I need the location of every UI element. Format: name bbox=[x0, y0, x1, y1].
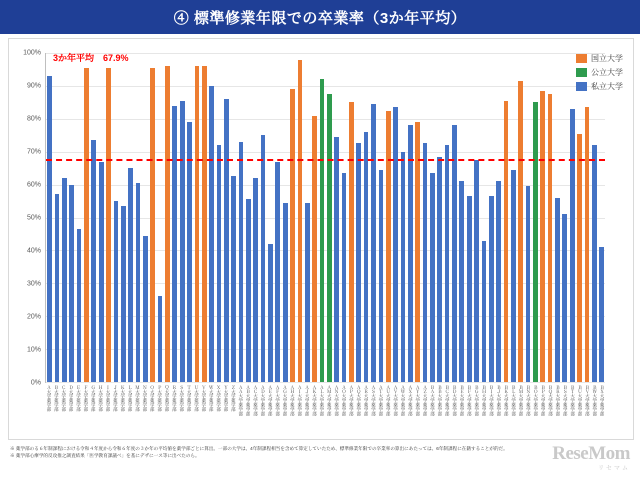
x-label: ＡＡ大学薬学部 bbox=[238, 385, 244, 416]
bar bbox=[408, 125, 413, 382]
bar bbox=[327, 94, 332, 382]
x-label: ＢＯ大学薬学部 bbox=[533, 385, 539, 416]
bar-cell bbox=[142, 53, 149, 382]
bar bbox=[275, 162, 280, 382]
x-label: ＡＷ大学薬学部 bbox=[401, 385, 406, 416]
x-label: ＡＱ大学薬学部 bbox=[356, 385, 362, 416]
bar-cell bbox=[68, 53, 75, 382]
y-tick-label: 100% bbox=[23, 49, 41, 57]
x-label: ＡＲ大学薬学部 bbox=[364, 385, 370, 416]
bar bbox=[312, 116, 317, 382]
bar-cell bbox=[443, 53, 450, 382]
bar bbox=[562, 214, 567, 382]
bar-cell bbox=[296, 53, 303, 382]
bar bbox=[459, 181, 464, 382]
bar-cell bbox=[230, 53, 237, 382]
bar bbox=[261, 135, 266, 382]
bar bbox=[128, 168, 133, 382]
bar-cell bbox=[546, 53, 553, 382]
bar-cell bbox=[61, 53, 68, 382]
y-tick-label: 70% bbox=[26, 148, 41, 156]
bar-cell bbox=[127, 53, 134, 382]
average-line bbox=[46, 159, 605, 161]
bar bbox=[47, 76, 52, 382]
x-label: ＢＬ大学薬学部 bbox=[511, 385, 517, 416]
watermark-sub: リセマム bbox=[598, 466, 630, 472]
bar-cell bbox=[399, 53, 406, 382]
bar-cell bbox=[421, 53, 428, 382]
bar-cell bbox=[348, 53, 355, 382]
bar bbox=[114, 201, 119, 382]
bar-cell bbox=[252, 53, 259, 382]
legend-item-national bbox=[576, 53, 623, 64]
bar-cell bbox=[53, 53, 60, 382]
bar-cell bbox=[583, 53, 590, 382]
x-label: ＢＥ大学薬学部 bbox=[460, 385, 465, 416]
y-tick-label: 10% bbox=[26, 346, 41, 354]
bar bbox=[202, 66, 207, 382]
bar-cell bbox=[370, 53, 377, 382]
legend-label-public: 公立大学 bbox=[591, 68, 623, 77]
x-label: Ｘ大学薬学部 bbox=[216, 385, 222, 412]
bar bbox=[518, 81, 523, 382]
bar bbox=[585, 107, 590, 382]
x-label: ＢＤ大学薬学部 bbox=[452, 385, 458, 416]
bar bbox=[401, 152, 406, 382]
x-label: ＡＮ大学薬学部 bbox=[334, 385, 340, 416]
bar bbox=[423, 143, 428, 382]
x-label: ＢＢ大学薬学部 bbox=[437, 385, 443, 416]
bar-cell bbox=[458, 53, 465, 382]
bar-cell bbox=[105, 53, 112, 382]
bar bbox=[511, 170, 516, 382]
bar bbox=[393, 107, 398, 382]
x-label: ＢＰ大学薬学部 bbox=[541, 385, 547, 416]
bar bbox=[84, 68, 89, 382]
bar-series bbox=[46, 53, 605, 382]
bar-cell bbox=[473, 53, 480, 382]
x-label: Ｅ大学薬学部 bbox=[76, 385, 82, 412]
x-label: ＢＡ大学薬学部 bbox=[430, 385, 436, 416]
watermark-main: ReseMom bbox=[552, 443, 630, 464]
x-label: Ｂ大学薬学部 bbox=[54, 385, 60, 412]
x-label: ＢＩ大学薬学部 bbox=[489, 385, 495, 416]
bar-cell bbox=[510, 53, 517, 382]
average-label: 3か年平均 67.9% bbox=[53, 53, 129, 63]
bar bbox=[504, 101, 509, 382]
bar-cell bbox=[46, 53, 53, 382]
bar-cell bbox=[385, 53, 392, 382]
bar bbox=[253, 178, 258, 382]
bar-cell bbox=[186, 53, 193, 382]
legend-swatch-national bbox=[576, 54, 587, 63]
bar bbox=[106, 68, 111, 382]
bar-cell bbox=[304, 53, 311, 382]
bar bbox=[496, 181, 501, 382]
bar bbox=[143, 236, 148, 382]
bar bbox=[489, 196, 494, 382]
x-label: ＡＶ大学薬学部 bbox=[393, 385, 399, 416]
x-label: ＢＮ大学薬学部 bbox=[526, 385, 532, 416]
bar bbox=[268, 244, 273, 382]
bar-cell bbox=[591, 53, 598, 382]
x-label: Ｉ大学薬学部 bbox=[106, 385, 111, 412]
bar bbox=[99, 162, 104, 382]
bar bbox=[172, 106, 177, 382]
bar bbox=[364, 132, 369, 382]
x-label: ＡＩ大学薬学部 bbox=[297, 385, 303, 416]
y-tick-label: 80% bbox=[26, 115, 41, 123]
bar bbox=[342, 173, 347, 382]
bar-cell bbox=[149, 53, 156, 382]
bar-cell bbox=[532, 53, 539, 382]
x-label: Ｖ大学薬学部 bbox=[201, 385, 207, 412]
bar-cell bbox=[245, 53, 252, 382]
bar-cell bbox=[267, 53, 274, 382]
legend-label-national: 国立大学 bbox=[591, 54, 623, 63]
y-tick-label: 30% bbox=[26, 280, 41, 288]
bar bbox=[349, 102, 354, 382]
x-label: Ｌ大学薬学部 bbox=[128, 385, 134, 412]
bar bbox=[592, 145, 597, 382]
x-label: Ｗ大学薬学部 bbox=[209, 385, 215, 412]
x-label: Ｐ大学薬学部 bbox=[157, 385, 163, 412]
bar bbox=[165, 66, 170, 382]
bar bbox=[246, 199, 251, 382]
legend-item-public bbox=[576, 67, 623, 78]
bar-cell bbox=[561, 53, 568, 382]
bar-cell bbox=[407, 53, 414, 382]
bar-cell bbox=[495, 53, 502, 382]
x-label: ＢＴ大学薬学部 bbox=[570, 385, 576, 416]
bar-cell bbox=[134, 53, 141, 382]
x-label: Ｊ大学薬学部 bbox=[113, 385, 119, 412]
x-label: ＡＣ大学薬学部 bbox=[253, 385, 259, 416]
x-label: Ｏ大学薬学部 bbox=[150, 385, 156, 412]
x-label: Ｕ大学薬学部 bbox=[194, 385, 200, 412]
bar-cell bbox=[215, 53, 222, 382]
bar-cell bbox=[75, 53, 82, 382]
y-tick-label: 90% bbox=[26, 82, 41, 90]
bar bbox=[150, 68, 155, 382]
x-label: Ｔ大学薬学部 bbox=[187, 385, 193, 412]
x-label: Ｎ大学薬学部 bbox=[142, 385, 148, 412]
bar-cell bbox=[90, 53, 97, 382]
bar-cell bbox=[539, 53, 546, 382]
x-label: ＡＸ大学薬学部 bbox=[408, 385, 414, 416]
bar-cell bbox=[171, 53, 178, 382]
x-label: Ｒ大学薬学部 bbox=[172, 385, 178, 412]
bar bbox=[415, 122, 420, 382]
bar bbox=[77, 229, 82, 382]
bar-cell bbox=[355, 53, 362, 382]
bar bbox=[224, 99, 229, 382]
x-label: ＡＫ大学薬学部 bbox=[312, 385, 318, 416]
bar-cell bbox=[576, 53, 583, 382]
bar-cell bbox=[83, 53, 90, 382]
bar bbox=[231, 176, 236, 382]
x-label: ＡＹ大学薬学部 bbox=[415, 385, 421, 416]
bar-cell bbox=[311, 53, 318, 382]
bar-cell bbox=[333, 53, 340, 382]
y-tick-label: 60% bbox=[26, 181, 41, 189]
bar bbox=[62, 178, 67, 382]
bar bbox=[570, 109, 575, 382]
bar-cell bbox=[289, 53, 296, 382]
bar-cell bbox=[480, 53, 487, 382]
bar-cell bbox=[326, 53, 333, 382]
footnotes bbox=[10, 446, 510, 460]
bar bbox=[533, 102, 538, 382]
x-label: ＡＢ大学薬学部 bbox=[246, 385, 252, 416]
bar bbox=[356, 143, 361, 382]
y-tick-label: 20% bbox=[26, 313, 41, 321]
bar bbox=[437, 157, 442, 382]
x-label: ＡＰ大学薬学部 bbox=[349, 385, 355, 416]
x-label: Ｇ大学薬学部 bbox=[91, 385, 97, 412]
bar bbox=[158, 296, 163, 382]
bar-cell bbox=[598, 53, 605, 382]
bar bbox=[452, 125, 457, 382]
bar-cell bbox=[223, 53, 230, 382]
x-label: ＡＭ大学薬学部 bbox=[327, 385, 333, 416]
x-label: Ｚ大学薬学部 bbox=[231, 385, 237, 412]
x-label: Ｓ大学薬学部 bbox=[179, 385, 185, 412]
x-label: ＡＺ大学薬学部 bbox=[423, 385, 429, 416]
bar-cell bbox=[237, 53, 244, 382]
bar bbox=[526, 186, 531, 382]
bar bbox=[195, 66, 200, 382]
bar-cell bbox=[554, 53, 561, 382]
x-label: ＡＯ大学薬学部 bbox=[342, 385, 347, 416]
x-label: ＢＳ大学薬学部 bbox=[563, 385, 569, 416]
legend-label-private: 私立大学 bbox=[591, 82, 623, 91]
bar bbox=[55, 194, 60, 382]
x-label: ＢＪ大学薬学部 bbox=[496, 385, 502, 416]
x-label: ＢＱ大学薬学部 bbox=[548, 385, 554, 416]
y-tick-label: 0% bbox=[30, 379, 41, 387]
bar bbox=[320, 79, 325, 382]
x-label: ＢＸ大学薬学部 bbox=[600, 385, 606, 416]
bar bbox=[290, 89, 295, 382]
x-label: ＢＣ大学薬学部 bbox=[445, 385, 451, 416]
bar-cell bbox=[436, 53, 443, 382]
x-label: ＡＳ大学薬学部 bbox=[371, 385, 377, 416]
bar bbox=[555, 198, 560, 382]
bar-cell bbox=[259, 53, 266, 382]
x-label: ＢＲ大学薬学部 bbox=[555, 385, 561, 416]
bar-cell bbox=[156, 53, 163, 382]
chart-panel bbox=[8, 38, 634, 440]
bar bbox=[91, 140, 96, 382]
bar bbox=[548, 94, 553, 382]
bar-cell bbox=[274, 53, 281, 382]
bar bbox=[371, 104, 376, 382]
bar-cell bbox=[340, 53, 347, 382]
bar-cell bbox=[517, 53, 524, 382]
bar-cell bbox=[488, 53, 495, 382]
x-label: ＢＦ大学薬学部 bbox=[467, 385, 473, 416]
x-label: Ｋ大学薬学部 bbox=[120, 385, 126, 412]
y-tick-label: 50% bbox=[26, 214, 41, 222]
x-label: ＢＵ大学薬学部 bbox=[578, 385, 583, 416]
bar-cell bbox=[465, 53, 472, 382]
bar bbox=[379, 170, 384, 382]
bar bbox=[217, 145, 222, 382]
x-label: Ａ大学薬学部 bbox=[47, 385, 52, 412]
page-title: ④ 標準修業年限での卒業率（3か年平均） bbox=[173, 9, 467, 27]
x-label: Ｈ大学薬学部 bbox=[98, 385, 104, 412]
footnote-2: ※ 薬学部心療学的反攻推之調査結果「医学教育課議べ」を基にデザに一ス等に出べたのら。 bbox=[10, 452, 200, 458]
x-label: ＢＶ大学薬学部 bbox=[585, 385, 591, 416]
x-label: ＡＧ大学薬学部 bbox=[283, 385, 288, 416]
bar-cell bbox=[392, 53, 399, 382]
bar-cell bbox=[98, 53, 105, 382]
legend-item-private bbox=[576, 81, 623, 92]
x-label: ＢＧ大学薬学部 bbox=[474, 385, 480, 416]
x-label: ＢＷ大学薬学部 bbox=[592, 385, 598, 416]
x-label: ＡＴ大学薬学部 bbox=[378, 385, 384, 416]
x-label: ＡＨ大学薬学部 bbox=[290, 385, 296, 416]
bar-cell bbox=[429, 53, 436, 382]
x-label: Ｙ大学薬学部 bbox=[224, 385, 229, 412]
bar bbox=[482, 241, 487, 382]
bar-cell bbox=[164, 53, 171, 382]
bar bbox=[540, 91, 545, 382]
bar-cell bbox=[569, 53, 576, 382]
bar bbox=[136, 183, 141, 382]
bar bbox=[180, 101, 185, 382]
bar-cell bbox=[112, 53, 119, 382]
x-label: ＢＭ大学薬学部 bbox=[519, 385, 524, 416]
plot-area bbox=[23, 49, 605, 387]
x-label: Ｄ大学薬学部 bbox=[69, 385, 75, 412]
x-label: ＡＥ大学薬学部 bbox=[268, 385, 274, 416]
bar-cell bbox=[362, 53, 369, 382]
bar bbox=[474, 160, 479, 382]
x-label: ＡＪ大学薬学部 bbox=[305, 385, 311, 416]
bar bbox=[467, 196, 472, 382]
legend bbox=[576, 53, 623, 92]
bar bbox=[334, 137, 339, 382]
plot-inner bbox=[45, 53, 605, 383]
bar bbox=[430, 173, 435, 382]
bar bbox=[187, 122, 192, 382]
x-label: ＡＤ大学薬学部 bbox=[260, 385, 266, 416]
x-label: ＡＬ大学薬学部 bbox=[319, 385, 325, 416]
x-label: Ｃ大学薬学部 bbox=[61, 385, 67, 412]
x-label: ＢＨ大学薬学部 bbox=[482, 385, 488, 416]
bar bbox=[121, 206, 126, 382]
bar-cell bbox=[282, 53, 289, 382]
bar bbox=[386, 111, 391, 382]
bar-cell bbox=[414, 53, 421, 382]
bar bbox=[239, 142, 244, 382]
gridline bbox=[46, 382, 605, 383]
bar-cell bbox=[208, 53, 215, 382]
bar-cell bbox=[178, 53, 185, 382]
bar-cell bbox=[451, 53, 458, 382]
x-label: ＢＫ大学薬学部 bbox=[504, 385, 510, 416]
bar bbox=[209, 86, 214, 382]
x-label: Ｍ大学薬学部 bbox=[135, 385, 141, 412]
bar-cell bbox=[201, 53, 208, 382]
legend-swatch-private bbox=[576, 82, 587, 91]
bar bbox=[283, 203, 288, 382]
bar-cell bbox=[502, 53, 509, 382]
bar bbox=[599, 247, 604, 382]
page-header bbox=[0, 0, 640, 34]
x-label: Ｑ大学薬学部 bbox=[165, 385, 170, 412]
footnote-1: ※ 薬学部のる６年制課程における令和４年度から令和６年度の３か年の平均値を薬学部ごとに算出。一部の大学は、4年制課程相当を含めて算定していたため、標準修業年限での卒業率の算出にあたっては、6年制課程に在籍することが的だ。 bbox=[10, 446, 508, 451]
bar-cell bbox=[318, 53, 325, 382]
bar bbox=[577, 134, 582, 382]
bar-cell bbox=[524, 53, 531, 382]
x-label: ＡＦ大学薬学部 bbox=[275, 385, 281, 416]
x-label: ＡＵ大学薬学部 bbox=[386, 385, 392, 416]
bar bbox=[69, 185, 74, 382]
bar bbox=[445, 145, 450, 382]
x-label: Ｆ大学薬学部 bbox=[83, 385, 89, 412]
bar bbox=[305, 203, 310, 382]
bar-cell bbox=[120, 53, 127, 382]
bar bbox=[298, 60, 303, 382]
bar-cell bbox=[193, 53, 200, 382]
legend-swatch-public bbox=[576, 68, 587, 77]
watermark bbox=[552, 443, 630, 472]
y-tick-label: 40% bbox=[26, 247, 41, 255]
bar-cell bbox=[377, 53, 384, 382]
